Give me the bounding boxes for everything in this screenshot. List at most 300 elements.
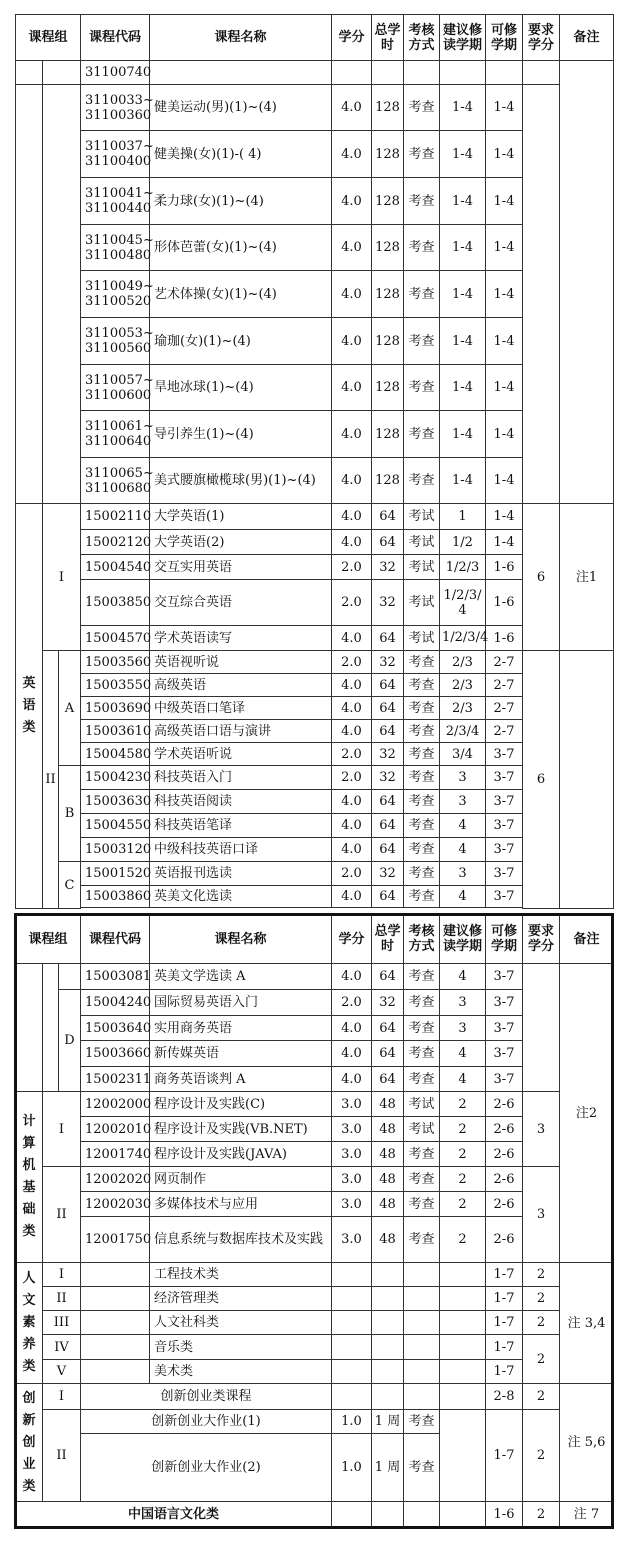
sub-label: I — [43, 1092, 81, 1167]
course-name: 商务英语谈判 A — [150, 1067, 332, 1092]
course-table-2 — [15, 914, 614, 1527]
course-code: 3110053~ 31100560 — [81, 318, 150, 365]
table-row — [16, 1335, 614, 1360]
course-hours — [372, 1263, 404, 1287]
course-range: 1-7 — [486, 1311, 523, 1335]
course-hours: 128 — [372, 365, 404, 411]
course-hours: 64 — [372, 814, 404, 838]
course-range: 1-7 — [486, 1360, 523, 1384]
course-term: 2 — [440, 1217, 486, 1263]
req-cell: 2 — [523, 1311, 560, 1335]
course-hours: 128 — [372, 411, 404, 458]
sub-cell — [43, 964, 59, 1092]
course-hours: 48 — [372, 1192, 404, 1217]
subgroup-label-a: A — [59, 651, 81, 766]
course-name: 高级英语口语与演讲 — [150, 720, 332, 743]
spacer — [81, 908, 523, 909]
course-credit: 4.0 — [332, 697, 372, 720]
course-code: 15003640 — [81, 1016, 150, 1041]
course-credit — [332, 1502, 372, 1527]
note-cell: 注2 — [560, 964, 614, 1263]
course-term — [440, 61, 486, 85]
course-range: 1-6 — [486, 555, 523, 580]
course-credit: 4.0 — [332, 1041, 372, 1067]
course-name: 瑜珈(女)(1)~(4) — [150, 318, 332, 365]
course-name: 创新创业类课程 — [81, 1384, 332, 1410]
course-name: 程序设计及实践(JAVA) — [150, 1142, 332, 1167]
course-term: 2 — [440, 1092, 486, 1117]
course-hours: 64 — [372, 504, 404, 530]
course-req — [523, 61, 560, 85]
course-exam: 考查 — [404, 674, 440, 697]
course-credit: 1.0 — [332, 1434, 372, 1502]
course-range: 3-7 — [486, 743, 523, 766]
course-hours — [372, 1287, 404, 1311]
course-name: 学术英语听说 — [150, 743, 332, 766]
subgroup-cell — [59, 964, 81, 990]
course-credit: 4.0 — [332, 964, 372, 990]
sub-label: I — [43, 504, 81, 651]
header-group: 课程组 — [16, 15, 81, 61]
course-name: 交互实用英语 — [150, 555, 332, 580]
course-exam: 考查 — [404, 886, 440, 908]
note-cell — [560, 651, 614, 909]
course-credit: 2.0 — [332, 651, 372, 674]
course-range: 1-4 — [486, 458, 523, 504]
course-term: 3 — [440, 790, 486, 814]
course-code: 31100740 — [81, 61, 150, 85]
course-name: 科技英语阅读 — [150, 790, 332, 814]
header-range: 可修学期 — [486, 915, 523, 964]
course-exam: 考试 — [404, 530, 440, 555]
course-hours — [372, 1311, 404, 1335]
course-code — [81, 1263, 150, 1287]
course-range: 1-6 — [486, 626, 523, 651]
course-exam: 考查 — [404, 743, 440, 766]
course-name: 音乐类 — [150, 1335, 332, 1360]
req-cell: 2 — [523, 1502, 560, 1527]
course-hours: 1 周 — [372, 1410, 404, 1434]
course-name: 工程技术类 — [150, 1263, 332, 1287]
course-exam: 考查 — [404, 990, 440, 1016]
course-term — [440, 1410, 486, 1502]
course-term: 2 — [440, 1167, 486, 1192]
course-credit: 4.0 — [332, 504, 372, 530]
course-term — [440, 1335, 486, 1360]
course-name: 网页制作 — [150, 1167, 332, 1192]
course-name: 学术英语读写 — [150, 626, 332, 651]
course-name: 交互综合英语 — [150, 580, 332, 626]
course-hours: 48 — [372, 1117, 404, 1142]
course-hours: 32 — [372, 990, 404, 1016]
course-range: 3-7 — [486, 886, 523, 908]
course-term: 2 — [440, 1192, 486, 1217]
group-cell — [16, 964, 43, 1092]
course-range: 3-7 — [486, 990, 523, 1016]
course-credit: 4.0 — [332, 85, 372, 131]
course-term: 1-4 — [440, 365, 486, 411]
course-hours: 32 — [372, 651, 404, 674]
course-range: 1-7 — [486, 1287, 523, 1311]
course-code: 3110061~ 31100640 — [81, 411, 150, 458]
group-label-computer: 计算机基础类 — [16, 1092, 43, 1263]
header-code: 课程代码 — [81, 915, 150, 964]
course-term — [440, 1360, 486, 1384]
course-range: 1-6 — [486, 580, 523, 626]
header-code: 课程代码 — [81, 15, 150, 61]
course-code: 15003560 — [81, 651, 150, 674]
course-range: 2-8 — [486, 1384, 523, 1410]
sub-label: IV — [43, 1335, 81, 1360]
course-code: 3110041~ 31100440 — [81, 178, 150, 225]
course-credit — [332, 1335, 372, 1360]
header-note: 备注 — [560, 15, 614, 61]
course-credit: 2.0 — [332, 555, 372, 580]
course-range: 2-6 — [486, 1117, 523, 1142]
course-range: 1-4 — [486, 504, 523, 530]
course-exam: 考试 — [404, 580, 440, 626]
course-name: 信息系统与数据库技术及实践 — [150, 1217, 332, 1263]
course-exam: 考查 — [404, 85, 440, 131]
course-range: 2-6 — [486, 1217, 523, 1263]
course-exam — [404, 61, 440, 85]
course-hours: 1 周 — [372, 1434, 404, 1502]
course-name: 大学英语(2) — [150, 530, 332, 555]
group-label-english: 英语类 — [16, 504, 43, 909]
sub-label: I — [43, 1263, 81, 1287]
course-term: 4 — [440, 838, 486, 862]
course-code — [81, 1311, 150, 1335]
course-hours: 64 — [372, 790, 404, 814]
course-credit: 4.0 — [332, 411, 372, 458]
course-code: 15004550 — [81, 814, 150, 838]
course-range: 2-7 — [486, 697, 523, 720]
req-cell: 6 — [523, 651, 560, 909]
course-hours — [372, 1360, 404, 1384]
course-range: 2-6 — [486, 1092, 523, 1117]
table-row — [16, 1287, 614, 1311]
table-row — [16, 1311, 614, 1335]
course-name: 中国语言文化类 — [16, 1502, 332, 1527]
course-name: 导引养生(1)~(4) — [150, 411, 332, 458]
course-term — [440, 1384, 486, 1410]
course-hours: 64 — [372, 626, 404, 651]
course-exam — [404, 1311, 440, 1335]
course-credit: 2.0 — [332, 580, 372, 626]
course-code: 15003550 — [81, 674, 150, 697]
course-exam: 考查 — [404, 720, 440, 743]
course-name: 高级英语 — [150, 674, 332, 697]
course-credit: 3.0 — [332, 1167, 372, 1192]
note-cell: 注1 — [560, 504, 614, 651]
course-credit: 4.0 — [332, 365, 372, 411]
course-term: 2/3 — [440, 697, 486, 720]
course-code: 15001520 — [81, 862, 150, 886]
course-name: 中级英语口笔译 — [150, 697, 332, 720]
course-range: 1-4 — [486, 271, 523, 318]
course-credit — [332, 1311, 372, 1335]
course-term: 1-4 — [440, 411, 486, 458]
course-code: 3110049~ 31100520 — [81, 271, 150, 318]
course-term: 1-4 — [440, 318, 486, 365]
course-range: 1-4 — [486, 131, 523, 178]
header-hours: 总学时 — [372, 15, 404, 61]
course-term: 1/2/3 — [440, 555, 486, 580]
course-exam: 考查 — [404, 1142, 440, 1167]
course-code: 15004580 — [81, 743, 150, 766]
course-credit: 4.0 — [332, 530, 372, 555]
course-range: 1-4 — [486, 178, 523, 225]
course-exam: 考查 — [404, 1167, 440, 1192]
course-hours: 128 — [372, 225, 404, 271]
course-range: 3-7 — [486, 862, 523, 886]
course-credit: 4.0 — [332, 674, 372, 697]
course-hours: 48 — [372, 1142, 404, 1167]
course-name: 中级科技英语口译 — [150, 838, 332, 862]
table-row — [16, 1092, 614, 1117]
course-credit: 2.0 — [332, 990, 372, 1016]
course-code: 12001750 — [81, 1217, 150, 1263]
req-cell: 2 — [523, 1410, 560, 1502]
course-range: 3-7 — [486, 790, 523, 814]
course-hours: 48 — [372, 1217, 404, 1263]
sub-cell — [43, 61, 81, 85]
course-exam: 考查 — [404, 838, 440, 862]
subgroup-label-b: B — [59, 766, 81, 862]
course-hours — [372, 1502, 404, 1527]
course-exam — [404, 1360, 440, 1384]
course-credit: 3.0 — [332, 1092, 372, 1117]
course-code: 15003081 — [81, 964, 150, 990]
course-code — [81, 1287, 150, 1311]
course-code: 15002110 — [81, 504, 150, 530]
course-exam: 考查 — [404, 1067, 440, 1092]
header-group: 课程组 — [16, 915, 81, 964]
course-term: 1-4 — [440, 85, 486, 131]
course-code: 15004540 — [81, 555, 150, 580]
course-term: 1-4 — [440, 271, 486, 318]
course-credit: 3.0 — [332, 1217, 372, 1263]
course-exam — [404, 1502, 440, 1527]
course-name: 英美文化选读 — [150, 886, 332, 908]
course-range: 2-7 — [486, 651, 523, 674]
course-credit: 4.0 — [332, 838, 372, 862]
course-term: 4 — [440, 1067, 486, 1092]
header-range: 可修学期 — [486, 15, 523, 61]
note-cell: 注 5,6 — [560, 1384, 614, 1502]
course-exam: 考试 — [404, 1117, 440, 1142]
table-row — [16, 1502, 614, 1527]
course-hours: 128 — [372, 85, 404, 131]
course-hours: 64 — [372, 886, 404, 908]
course-table-1 — [15, 14, 614, 909]
course-range: 3-7 — [486, 838, 523, 862]
course-credit: 1.0 — [332, 1410, 372, 1434]
course-credit: 3.0 — [332, 1142, 372, 1167]
course-term — [440, 1502, 486, 1527]
course-credit: 4.0 — [332, 458, 372, 504]
course-hours: 64 — [372, 1067, 404, 1092]
table-row — [16, 651, 614, 674]
course-range: 1-4 — [486, 365, 523, 411]
course-term: 3 — [440, 862, 486, 886]
course-credit — [332, 1263, 372, 1287]
table-row — [16, 1410, 614, 1434]
course-hours: 64 — [372, 1016, 404, 1041]
course-hours: 128 — [372, 178, 404, 225]
group-label-innovation: 创新创业类 — [16, 1384, 43, 1502]
subgroup-label-c: C — [59, 862, 81, 909]
course-range: 1-4 — [486, 318, 523, 365]
course-range: 2-6 — [486, 1167, 523, 1192]
course-credit: 2.0 — [332, 862, 372, 886]
course-range: 1-4 — [486, 411, 523, 458]
course-name: 科技英语笔译 — [150, 814, 332, 838]
course-credit — [332, 1360, 372, 1384]
course-code: 15003860 — [81, 886, 150, 908]
course-credit — [332, 1384, 372, 1410]
course-exam — [404, 1287, 440, 1311]
course-credit: 2.0 — [332, 743, 372, 766]
course-name: 实用商务英语 — [150, 1016, 332, 1041]
course-name: 程序设计及实践(C) — [150, 1092, 332, 1117]
table-row — [16, 964, 614, 990]
course-term: 3 — [440, 1016, 486, 1041]
sub-label: II — [43, 1287, 81, 1311]
course-code: 15004240 — [81, 990, 150, 1016]
course-exam: 考查 — [404, 1434, 440, 1502]
course-hours: 32 — [372, 743, 404, 766]
sub-label: II — [43, 1410, 81, 1502]
course-term: 3/4 — [440, 743, 486, 766]
course-hours: 48 — [372, 1092, 404, 1117]
note-cell — [560, 61, 614, 504]
course-hours: 64 — [372, 1041, 404, 1067]
course-name: 艺术体操(女)(1)~(4) — [150, 271, 332, 318]
course-exam: 考查 — [404, 862, 440, 886]
course-term: 1/2/3/4 — [440, 580, 486, 626]
course-hours: 64 — [372, 964, 404, 990]
course-code: 15002120 — [81, 530, 150, 555]
req-cell: 6 — [523, 504, 560, 651]
course-term: 3 — [440, 990, 486, 1016]
course-exam: 考查 — [404, 271, 440, 318]
course-exam: 考查 — [404, 1410, 440, 1434]
header-hours: 总学时 — [372, 915, 404, 964]
course-credit: 4.0 — [332, 1016, 372, 1041]
course-exam: 考试 — [404, 504, 440, 530]
table-page-1 — [15, 14, 613, 909]
course-code: 12002030 — [81, 1192, 150, 1217]
course-range: 3-7 — [486, 964, 523, 990]
header-req: 要求学分 — [523, 15, 560, 61]
course-range — [486, 61, 523, 85]
course-code: 3110045~ 31100480 — [81, 225, 150, 271]
course-range: 1-4 — [486, 530, 523, 555]
course-credit: 4.0 — [332, 814, 372, 838]
header-note: 备注 — [560, 915, 614, 964]
course-term: 1 — [440, 504, 486, 530]
course-name: 创新创业大作业(2) — [81, 1434, 332, 1502]
course-name: 健美运动(男)(1)~(4) — [150, 85, 332, 131]
course-code: 3110033~ 31100360 — [81, 85, 150, 131]
table-row — [16, 1384, 614, 1410]
course-code: 12001740 — [81, 1142, 150, 1167]
table-row — [16, 1167, 614, 1192]
course-code: 3110065~ 31100680 — [81, 458, 150, 504]
req-cell: 2 — [523, 1287, 560, 1311]
course-hours: 32 — [372, 580, 404, 626]
table-row — [16, 85, 614, 131]
course-name: 经济管理类 — [150, 1287, 332, 1311]
course-hours: 64 — [372, 838, 404, 862]
req-cell: 2 — [523, 1335, 560, 1384]
course-range: 3-7 — [486, 1067, 523, 1092]
course-credit: 4.0 — [332, 790, 372, 814]
course-exam: 考查 — [404, 1041, 440, 1067]
course-exam: 考查 — [404, 697, 440, 720]
course-term: 4 — [440, 886, 486, 908]
course-term: 2/3 — [440, 674, 486, 697]
course-name: 科技英语入门 — [150, 766, 332, 790]
course-hours: 48 — [372, 1167, 404, 1192]
header-row — [16, 915, 614, 964]
course-term: 4 — [440, 964, 486, 990]
course-term: 1/2 — [440, 530, 486, 555]
course-term: 2 — [440, 1142, 486, 1167]
note-cell: 注 7 — [560, 1502, 614, 1527]
sub-label: II — [43, 1167, 81, 1263]
course-name: 创新创业大作业(1) — [81, 1410, 332, 1434]
course-credit — [332, 61, 372, 85]
course-exam — [404, 1335, 440, 1360]
course-credit: 2.0 — [332, 766, 372, 790]
course-credit: 4.0 — [332, 225, 372, 271]
course-range: 1-7 — [486, 1263, 523, 1287]
course-credit: 4.0 — [332, 271, 372, 318]
course-term: 1-4 — [440, 178, 486, 225]
course-code: 12002010 — [81, 1117, 150, 1142]
course-code: 15004230 — [81, 766, 150, 790]
course-term: 4 — [440, 1041, 486, 1067]
course-range: 2-7 — [486, 720, 523, 743]
course-code: 15003630 — [81, 790, 150, 814]
table-row — [16, 61, 614, 85]
header-row — [16, 15, 614, 61]
course-code: 15004570 — [81, 626, 150, 651]
course-credit: 4.0 — [332, 720, 372, 743]
course-code: 12002020 — [81, 1167, 150, 1192]
course-hours — [372, 1335, 404, 1360]
group-cell — [16, 85, 43, 504]
course-credit: 3.0 — [332, 1192, 372, 1217]
course-hours: 64 — [372, 674, 404, 697]
sub-label: III — [43, 1311, 81, 1335]
course-range: 2-6 — [486, 1192, 523, 1217]
course-range: 3-7 — [486, 1041, 523, 1067]
course-code: 15003660 — [81, 1041, 150, 1067]
course-name: 程序设计及实践(VB.NET) — [150, 1117, 332, 1142]
course-code: 3110037~ 31100400 — [81, 131, 150, 178]
header-term: 建议修读学期 — [440, 915, 486, 964]
header-credit: 学分 — [332, 15, 372, 61]
course-exam: 考查 — [404, 225, 440, 271]
req-cell: 3 — [523, 1092, 560, 1167]
header-name: 课程名称 — [150, 15, 332, 61]
course-code: 15003610 — [81, 720, 150, 743]
course-term — [440, 1263, 486, 1287]
table-row — [16, 504, 614, 530]
